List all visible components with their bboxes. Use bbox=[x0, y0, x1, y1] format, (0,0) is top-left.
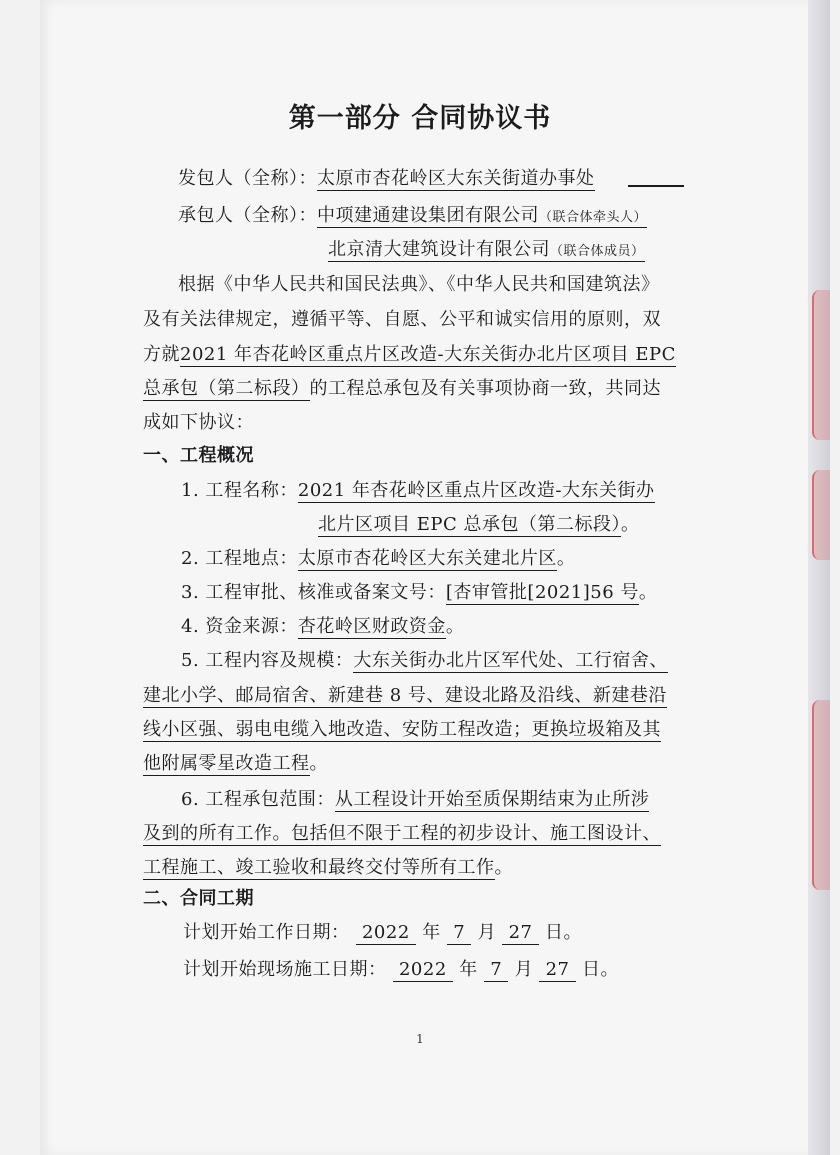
item-5: 5. 工程内容及规模：大东关街办北片区军代处、工行宿舍、 bbox=[181, 650, 668, 671]
item-4: 4. 资金来源：杏花岭区财政资金。 bbox=[181, 616, 465, 637]
item-1-cont: 北片区项目 EPC 总承包（第二标段）。 bbox=[318, 514, 640, 535]
contractor-label: 承包人（全称）： bbox=[178, 205, 317, 226]
preamble-line-3: 方就2021 年杏花岭区重点片区改造-大东关街办北片区项目 EPC bbox=[143, 344, 676, 365]
item-5-value: 大东关街办北片区军代处、工行宿舍、 bbox=[353, 650, 668, 671]
item-2-value: 太原市杏花岭区大东关建北片区 bbox=[297, 548, 557, 569]
item-3: 3. 工程审批、核准或备案文号：[杏审管批[2021]56 号。 bbox=[181, 582, 658, 603]
item-5-cont-2: 线小区强、弱电电缆入地改造、安防工程改造；更换垃圾箱及其 bbox=[143, 719, 661, 740]
contractor-1-name: 中项建通建设集团有限公司（联合体牵头人） bbox=[317, 205, 648, 226]
contractor-1-note: （联合体牵头人） bbox=[539, 210, 648, 225]
start-site-month: 7 bbox=[484, 959, 508, 982]
preamble-line-4: 总承包（第二标段）的工程总承包及有关事项协商一致，共同达 bbox=[143, 378, 661, 399]
employer-name: 太原市杏花岭区大东关街道办事处 bbox=[317, 168, 595, 189]
section-1-heading: 一、工程概况 bbox=[143, 445, 254, 466]
project-name-part-1: 2021 年杏花岭区重点片区改造-大东关街办北片区项目 EPC bbox=[180, 344, 676, 365]
contractor-line-1 bbox=[178, 201, 647, 227]
page-number: 1 bbox=[416, 1032, 424, 1046]
start-site-day: 27 bbox=[539, 959, 575, 982]
item-6-cont-1: 及到的所有工作。包括但不限于工程的初步设计、施工图设计、 bbox=[143, 823, 661, 844]
project-name-part-2: 总承包（第二标段） bbox=[143, 378, 310, 399]
start-work-date: 计划开始工作日期： 2022 年 7 月 27 日。 bbox=[183, 922, 582, 943]
start-work-month: 7 bbox=[447, 922, 471, 945]
employer-underline-extension bbox=[628, 185, 684, 187]
start-work-year: 2022 bbox=[356, 922, 416, 945]
item-6: 6. 工程承包范围：从工程设计开始至质保期结束为止所涉 bbox=[181, 789, 650, 810]
start-work-day: 27 bbox=[502, 922, 538, 945]
employer-label: 发包人（全称）： bbox=[178, 168, 317, 189]
item-1-value: 2021 年杏花岭区重点片区改造-大东关街办 bbox=[297, 480, 655, 501]
item-3-value: [杏审管批[2021]56 号 bbox=[445, 582, 639, 603]
item-5-cont-1: 建北小学、邮局宿舍、新建巷 8 号、建设北路及沿线、新建巷沿 bbox=[143, 685, 667, 706]
preamble-line-5: 成如下协议： bbox=[143, 412, 254, 433]
item-6-cont-2: 工程施工、竣工验收和最终交付等所有工作。 bbox=[143, 857, 513, 878]
seal-fragment-top bbox=[812, 290, 830, 440]
employer-line bbox=[178, 164, 595, 190]
item-4-value: 杏花岭区财政资金 bbox=[297, 616, 446, 637]
section-2-heading: 二、合同工期 bbox=[143, 888, 254, 909]
item-1: 1. 工程名称：2021 年杏花岭区重点片区改造-大东关街办 bbox=[181, 480, 655, 501]
preamble-line-1: 根据《中华人民共和国民法典》、《中华人民共和国建筑法》 bbox=[178, 274, 660, 295]
contractor-2-note: （联合体成员） bbox=[550, 244, 645, 259]
start-site-year: 2022 bbox=[393, 959, 453, 982]
item-2: 2. 工程地点：太原市杏花岭区大东关建北片区。 bbox=[181, 548, 576, 569]
page-title: 第一部分 合同协议书 bbox=[288, 103, 552, 134]
start-site-date: 计划开始现场施工日期： 2022 年 7 月 27 日。 bbox=[183, 959, 619, 980]
contractor-line-2 bbox=[328, 235, 645, 261]
preamble-line-2: 及有关法律规定，遵循平等、自愿、公平和诚实信用的原则，双 bbox=[143, 309, 661, 330]
item-6-value: 从工程设计开始至质保期结束为止所涉 bbox=[334, 789, 650, 810]
item-5-cont-3: 他附属零星改造工程。 bbox=[143, 753, 328, 774]
page-edge bbox=[808, 0, 830, 1155]
contractor-2-name: 北京清大建筑设计有限公司（联合体成员） bbox=[328, 239, 645, 260]
seal-fragment-bottom bbox=[812, 700, 830, 890]
seal-fragment-middle bbox=[812, 470, 830, 560]
